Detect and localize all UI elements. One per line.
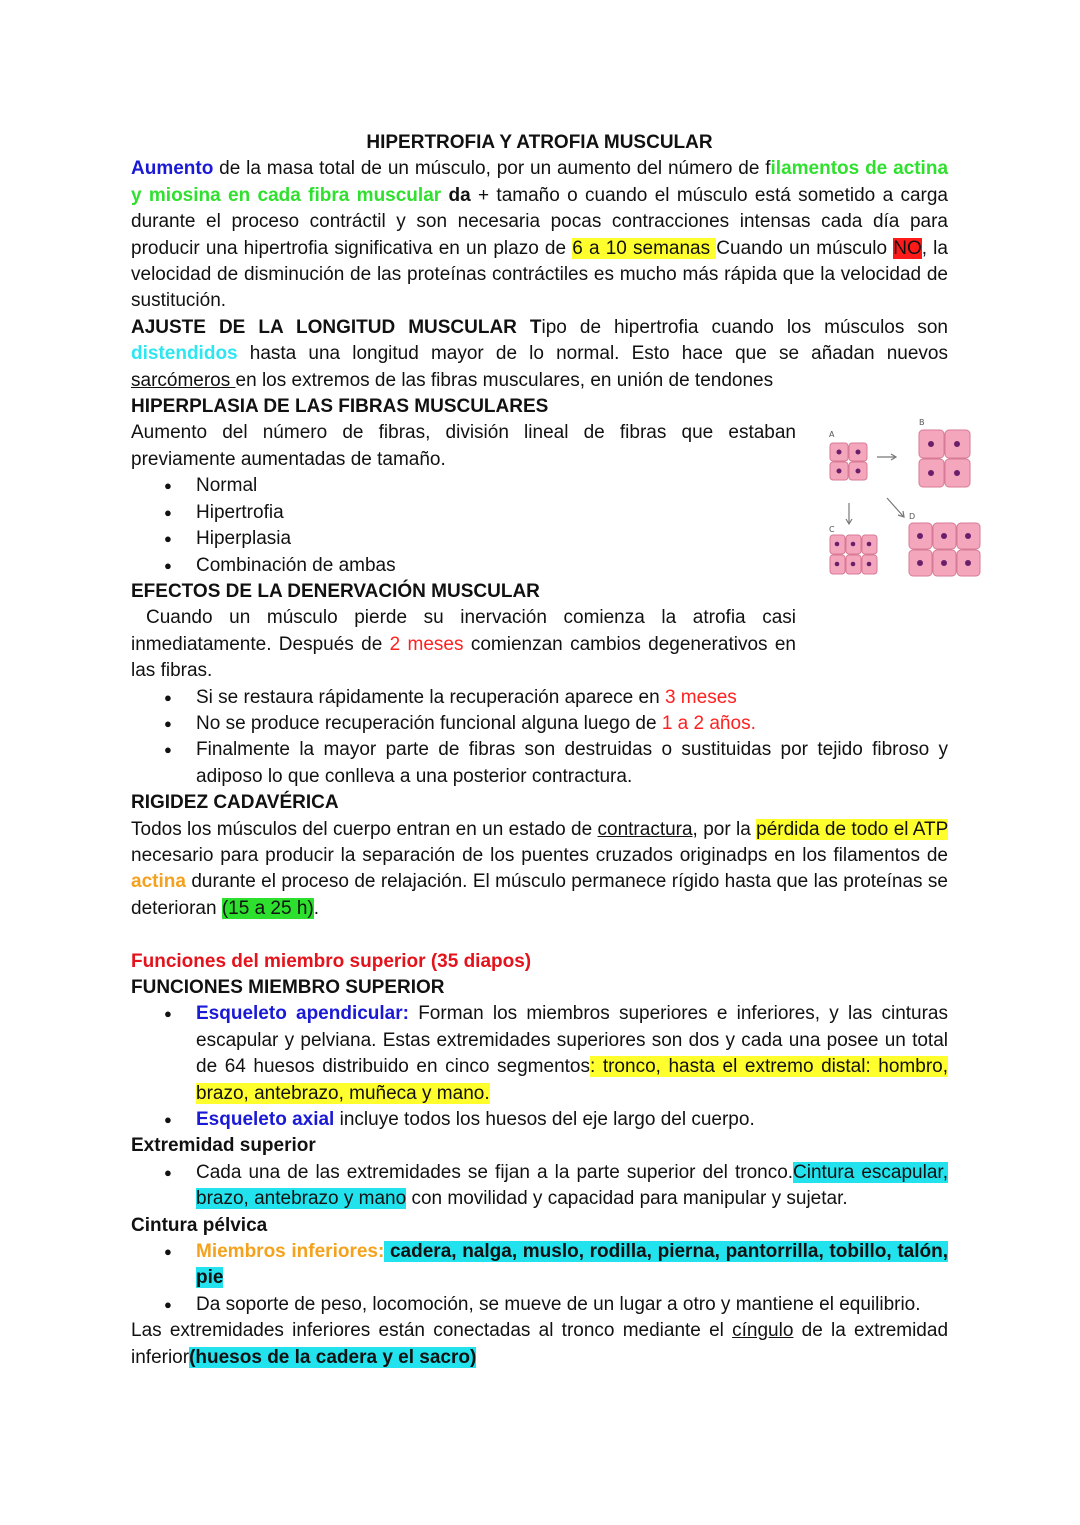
page-title: HIPERTROFIA Y ATROFIA MUSCULAR <box>366 132 713 153</box>
denervacion-list <box>131 685 948 791</box>
funciones-list <box>131 1001 948 1133</box>
list-item: ● Si se restaura rápidamente la recuperación aparece en 3 meses <box>131 685 948 711</box>
extremidad-heading: Extremidad superior <box>131 1135 316 1157</box>
cell-group-d <box>909 523 980 576</box>
rigidez-paragraph: Todos los músculos del cuerpo entran en un estado de contractura, por la pérdida de todo el ATP necesario para producir la separación de los puentes cruzados originadps en los filamentos de actina durante el proceso de relajación. El músculo permanece rígido hasta que las proteínas se deterioran (15 a 25 h). <box>131 818 948 919</box>
intro-paragraph: Aumento de la masa total de un músculo, por un aumento del número de filamentos de actina y miosina en cada fibra muscular da + tamaño o cuando el músculo está sometido a carga durante el proceso contráctil y son necesaria pocas contracciones intensas cada día para producir una hipertrofia significativa en un plazo de 6 a 10 semanas Cuando un músculo NO, la velocidad de disminución de las proteínas contráctiles es mucho más rápida que la velocidad de sustitución. <box>131 158 949 312</box>
list-item: ● Cada una de las extremidades se fijan a la parte superior del tronco.Cintura escapular, brazo, antebrazo y mano con movilidad y capacidad para manipular y sujetar. <box>131 1160 948 1213</box>
list-item: ● Esqueleto axial incluye todos los huesos del eje largo del cuerpo. <box>131 1107 948 1133</box>
hypertrophy-hyperplasia-diagram <box>825 415 985 590</box>
ajuste-paragraph: AJUSTE DE LA LONGITUD MUSCULAR Tipo de hipertrofia cuando los músculos son distendidos hasta una longitud mayor de lo normal. Esto hace que se añadan nuevos sarcómeros en los extremos de las fibras musculares, en unión de tendones <box>131 316 949 391</box>
cintura-list <box>131 1239 948 1318</box>
arrow-right-icon <box>877 454 896 460</box>
hiperplasia-heading: HIPERPLASIA DE LAS FIBRAS MUSCULARES <box>131 396 549 418</box>
list-item: ● Esqueleto apendicular: Forman los miembros superiores e inferiores, y las cinturas escapular y pelviana. Estas extremidades superiores son dos y cada una posee un total de 64 huesos distribuido en cinco segmentos: tronco, hasta el extremo distal: hombro, brazo, antebrazo, muñeca y mano. <box>131 1001 948 1107</box>
label-b: B <box>919 418 925 427</box>
extremidad-list <box>131 1160 948 1213</box>
cintura-heading: Cintura pélvica <box>131 1214 268 1236</box>
cell-group-c <box>830 535 877 574</box>
list-item: ● Miembros inferiores: cadera, nalga, muslo, rodilla, pierna, pantorrilla, tobillo, talón, pie <box>131 1239 948 1292</box>
cell-group-b <box>919 430 970 487</box>
cell-group-a <box>830 443 867 480</box>
arrow-down-icon <box>846 503 852 524</box>
document-page <box>131 130 948 1371</box>
hiperplasia-text: Aumento del número de fibras, división lineal de fibras que estaban previamente aumentadas de tamaño. <box>131 422 796 470</box>
rigidez-heading: RIGIDEZ CADAVÉRICA <box>131 792 339 814</box>
list-item: ● Da soporte de peso, locomoción, se mueve de un lugar a otro y mantiene el equilibrio. <box>131 1292 948 1318</box>
list-item: ● Finalmente la mayor parte de fibras son destruidas o sustituidas por tejido fibroso y adiposo lo que conlleva a una posterior contractura. <box>131 737 948 790</box>
list-item: ● No se produce recuperación funcional alguna luego de 1 a 2 años. <box>131 711 948 737</box>
denervacion-heading: EFECTOS DE LA DENERVACIÓN MUSCULAR <box>131 580 540 602</box>
arrow-diagonal-icon <box>887 498 904 517</box>
funciones-red-heading: Funciones del miembro superior (35 diapos) <box>131 950 532 972</box>
list-item: ● Hiperplasia <box>131 526 948 552</box>
cintura-paragraph: Las extremidades inferiores están conectadas al tronco mediante el cíngulo de la extremidad inferior(huesos de la cadera y el sacro) <box>131 1320 949 1368</box>
label-a: A <box>829 430 835 439</box>
list-item: ● Hipertrofia <box>131 500 948 526</box>
label-c: C <box>829 525 835 534</box>
label-d: D <box>909 512 916 521</box>
list-item: ● Combinación de ambas <box>131 553 948 579</box>
denervacion-paragraph: Cuando un músculo pierde su inervación comienza la atrofia casi inmediatamente. Después de 2 meses comienzan cambios degenerativos en las fibras. <box>131 607 796 682</box>
list-item: ● Normal <box>131 473 948 499</box>
spacer <box>131 922 948 948</box>
funciones-heading: FUNCIONES MIEMBRO SUPERIOR <box>131 976 445 998</box>
